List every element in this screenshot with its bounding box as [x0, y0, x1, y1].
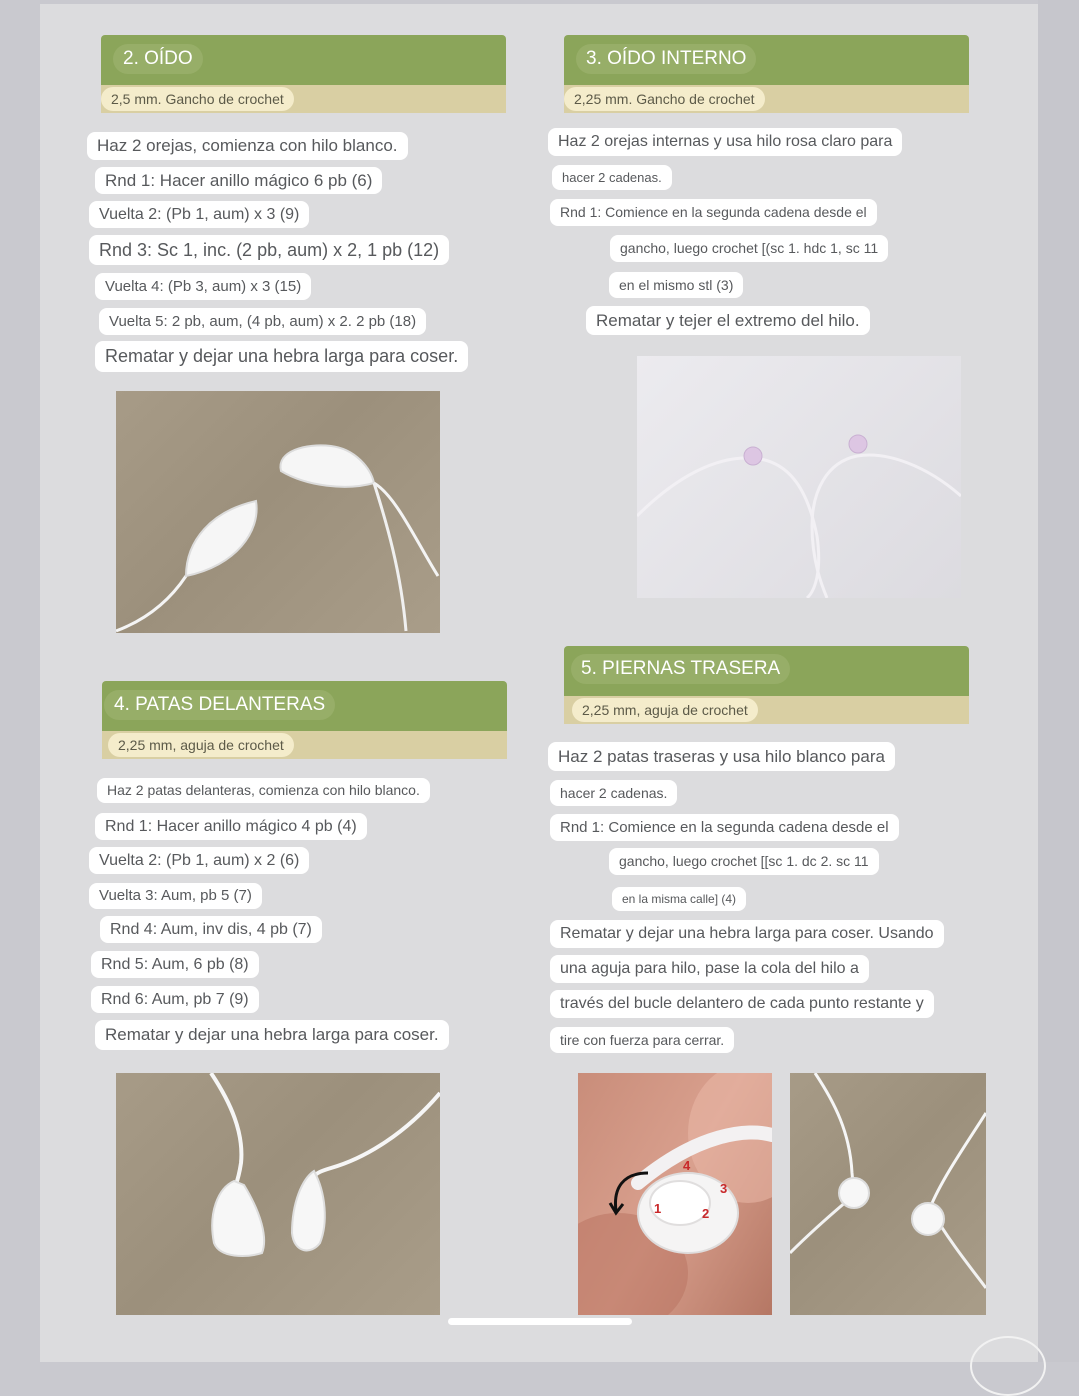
section-title: 5. PIERNAS TRASERA — [571, 654, 790, 684]
instruction-line: una aguja para hilo, pase la cola del hilo a — [550, 955, 869, 983]
tool-label: 2,25 mm, aguja de crochet — [108, 733, 294, 757]
instruction-line: Rnd 3: Sc 1, inc. (2 pb, aum) x 2, 1 pb (12) — [89, 235, 449, 265]
instruction-line: Vuelta 2: (Pb 1, aum) x 2 (6) — [89, 847, 309, 874]
instruction-line: gancho, luego crochet [(sc 1. hdc 1, sc 11 — [610, 235, 888, 262]
section-title: 3. OÍDO INTERNO — [576, 44, 756, 74]
section-tool-band — [101, 85, 506, 113]
scroll-indicator[interactable] — [970, 1336, 1046, 1396]
screen-edge — [1038, 0, 1079, 1362]
section-header-oido — [101, 35, 506, 85]
home-indicator[interactable] — [448, 1318, 632, 1325]
instruction-line: Rematar y tejer el extremo del hilo. — [586, 306, 870, 335]
instruction-line: Haz 2 patas traseras y usa hilo blanco para — [548, 742, 895, 771]
section-header-patas-delanteras — [102, 681, 507, 731]
instruction-line: Rnd 1: Comience en la segunda cadena desde el — [550, 814, 899, 841]
section-tool-band — [564, 696, 969, 724]
section-title: 4. PATAS DELANTERAS — [104, 690, 335, 720]
section-tool-band — [102, 731, 507, 759]
instruction-line: en el mismo stl (3) — [609, 272, 743, 298]
tool-label: 2,5 mm. Gancho de crochet — [101, 87, 294, 111]
instruction-line: gancho, luego crochet [[sc 1. dc 2. sc 11 — [609, 848, 879, 875]
instruction-line: Rnd 4: Aum, inv dis, 4 pb (7) — [100, 916, 322, 943]
instruction-line: Rematar y dejar una hebra larga para coser. — [95, 341, 468, 372]
instruction-line: tire con fuerza para cerrar. — [550, 1027, 734, 1053]
photo-ears — [116, 391, 440, 633]
instruction-line: hacer 2 cadenas. — [552, 165, 672, 190]
instruction-line: Rnd 1: Hacer anillo mágico 4 pb (4) — [95, 813, 367, 840]
instruction-line: Rnd 1: Comience en la segunda cadena desde el — [550, 199, 877, 226]
photo-front-legs — [116, 1073, 440, 1315]
instruction-line: Haz 2 patas delanteras, comienza con hilo blanco. — [97, 778, 430, 803]
instruction-line: Rematar y dejar una hebra larga para coser. Usando — [550, 920, 944, 948]
instruction-line: Haz 2 orejas, comienza con hilo blanco. — [87, 132, 408, 160]
stitch-mark-1: 1 — [654, 1201, 662, 1216]
instruction-line: Vuelta 5: 2 pb, aum, (4 pb, aum) x 2. 2 pb (18) — [99, 308, 426, 335]
instruction-line: Vuelta 4: (Pb 3, aum) x 3 (15) — [95, 273, 311, 300]
section-tool-band — [564, 85, 969, 113]
instruction-line: Vuelta 3: Aum, pb 5 (7) — [89, 883, 262, 909]
instruction-line: en la misma calle] (4) — [612, 887, 746, 911]
section-header-piernas-trasera — [564, 646, 969, 696]
instruction-line: Rnd 6: Aum, pb 7 (9) — [91, 986, 259, 1013]
tool-label: 2,25 mm, aguja de crochet — [572, 698, 758, 722]
instruction-line: Vuelta 2: (Pb 1, aum) x 3 (9) — [89, 201, 309, 228]
photo-inner-ears — [637, 356, 961, 598]
stitch-mark-2: 2 — [702, 1206, 710, 1221]
instruction-line: Haz 2 orejas internas y usa hilo rosa claro para — [548, 128, 902, 156]
stitch-mark-3: 3 — [720, 1181, 728, 1196]
tool-label: 2,25 mm. Gancho de crochet — [564, 87, 765, 111]
photo-closing-stitch — [578, 1073, 772, 1315]
section-title: 2. OÍDO — [113, 44, 203, 74]
instruction-line: Rnd 5: Aum, 6 pb (8) — [91, 951, 259, 978]
instruction-line: hacer 2 cadenas. — [550, 780, 677, 806]
instruction-line: través del bucle delantero de cada punto restante y — [550, 990, 934, 1018]
stitch-mark-4: 4 — [683, 1158, 691, 1173]
photo-hind-legs — [790, 1073, 986, 1315]
instruction-line: Rnd 1: Hacer anillo mágico 6 pb (6) — [95, 167, 382, 194]
instruction-line: Rematar y dejar una hebra larga para coser. — [95, 1020, 449, 1050]
section-header-oido-interno — [564, 35, 969, 85]
